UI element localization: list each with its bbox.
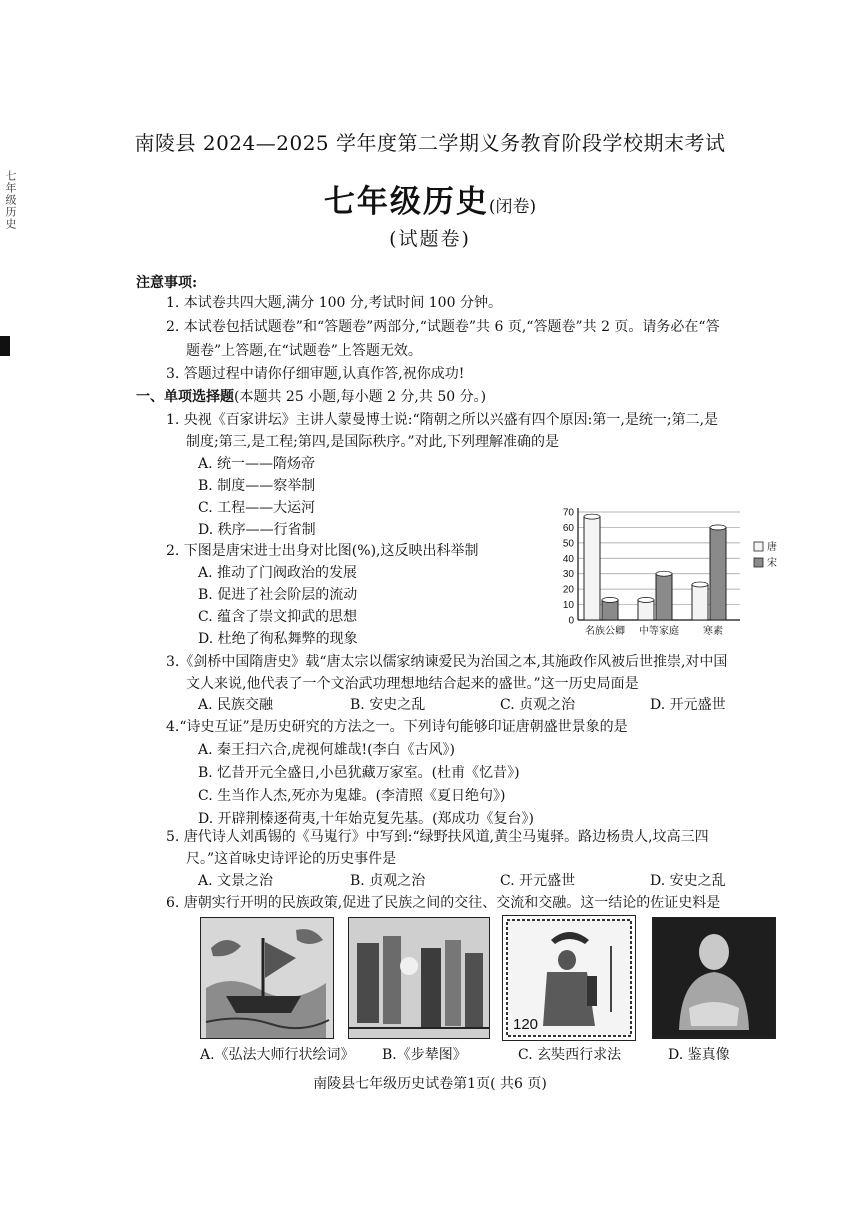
notice-heading: 注意事项: xyxy=(136,275,198,291)
legend-swatch xyxy=(754,558,763,567)
page-footer: 南陵县七年级历史试卷第1页( 共6 页) xyxy=(313,1076,547,1092)
option-c: C. 贞观之治 xyxy=(500,697,576,713)
bar-top xyxy=(584,514,600,519)
x-category-label: 中等家庭 xyxy=(639,626,679,637)
option-c: C. 蕴含了崇文抑武的思想 xyxy=(198,609,358,625)
option-d: D. 安史之乱 xyxy=(650,873,726,889)
bar-song xyxy=(656,574,672,620)
option-b: B. 制度——察举制 xyxy=(198,478,316,494)
bar-top xyxy=(638,597,654,602)
bar-song xyxy=(602,600,618,620)
figure-jianzhen-statue xyxy=(652,917,776,1039)
exam-title: 南陵县 2024—2025 学年度第二学期义务教育阶段学校期末考试 xyxy=(134,131,726,155)
jianzhen-statue-image xyxy=(653,918,775,1038)
caption-c: C. 玄奘西行求法 xyxy=(518,1047,622,1063)
option-c: C. 生当作人杰,死亦为鬼雄。(李清照《夏日绝句》) xyxy=(198,788,506,804)
option-b: B. 贞观之治 xyxy=(350,873,426,889)
y-tick-label: 20 xyxy=(562,584,574,596)
question-stem: 5. 唐代诗人刘禹锡的《马嵬行》中写到:“绿野扶风道,黄尘马嵬驿。路边杨贵人,坟高三四 xyxy=(166,829,709,845)
question-stem: 制度;第三,是工程;第四,是国际秩序。”对此,下列理解准确的是 xyxy=(186,434,559,450)
bar-song xyxy=(710,527,726,620)
subject-title xyxy=(0,176,860,221)
legend-swatch xyxy=(754,542,763,551)
legend-label: 宋 xyxy=(767,558,777,569)
notice-item: 2. 本试卷包括试题卷”和“答题卷”两部分,“试题卷”共 6 页,“答题卷”共 2 页。请务必在“答 xyxy=(166,319,720,335)
option-d: D. 开辟荆榛逐荷夷,十年始克复先基。(郑成功《复台》) xyxy=(198,811,534,827)
option-a: A. 民族交融 xyxy=(198,697,274,713)
figure-bunian-tu xyxy=(348,917,490,1039)
subject-title-paren: (闭卷) xyxy=(488,197,537,217)
y-tick-label: 0 xyxy=(568,615,574,627)
option-a: A. 推动了门阀政治的发展 xyxy=(198,565,358,581)
option-c: C. 工程——大运河 xyxy=(198,500,316,516)
option-a: A. 统一——隋炀帝 xyxy=(198,456,316,472)
bar-top xyxy=(656,571,672,576)
stamp-value: 120 xyxy=(513,1016,539,1033)
question-stem: 文人来说,他代表了一个文治武功理想地结合起来的盛世。”这一历史局面是 xyxy=(186,676,639,692)
bunian-tu-image xyxy=(349,918,489,1038)
option-a: A. 秦王扫六合,虎视何雄哉!(李白《古风》) xyxy=(198,742,456,758)
legend-label: 唐 xyxy=(767,542,777,553)
section-heading xyxy=(136,386,486,406)
bar-tang xyxy=(692,585,708,620)
y-tick-label: 10 xyxy=(562,600,574,612)
question-stem: 3.《剑桥中国隋唐史》载“唐太宗以儒家纳谏爱民为治国之本,其施政作风被后世推崇,对中国 xyxy=(166,654,728,670)
side-label: 七年级历史 xyxy=(4,170,17,230)
question-stem: 4.“诗史互证”是历史研究的方法之一。下列诗句能够印证唐朝盛世景象的是 xyxy=(166,719,628,735)
y-tick-label: 40 xyxy=(562,553,574,565)
y-tick-label: 60 xyxy=(562,522,574,534)
caption-d: D. 鉴真像 xyxy=(668,1047,730,1063)
y-tick-label: 70 xyxy=(562,507,574,519)
paper-type: (试题卷) xyxy=(389,228,471,250)
x-category-label: 寒素 xyxy=(703,626,723,637)
figure-xuanzang-stamp xyxy=(502,915,636,1041)
caption-a: A.《弘法大师行状绘词》 xyxy=(200,1047,355,1063)
bar-chart xyxy=(548,500,798,645)
option-a: A. 文景之治 xyxy=(198,873,274,889)
bar-tang xyxy=(584,517,600,620)
subject-title-text: 七年级历史 xyxy=(323,184,489,220)
option-d: D. 秩序——行省制 xyxy=(198,522,316,538)
question-stem: 6. 唐朝实行开明的民族政策,促进了民族之间的交往、交流和交融。这一结论的佐证史料是 xyxy=(166,895,721,911)
option-b: B. 安史之乱 xyxy=(350,697,426,713)
question-stem: 2. 下图是唐宋进士出身对比图(%),这反映出科举制 xyxy=(166,543,479,559)
y-tick-label: 30 xyxy=(562,569,574,581)
notice-item: 题卷”上答题,在“试题卷”上答题无效。 xyxy=(186,343,422,359)
ship-painting-image xyxy=(201,918,333,1038)
caption-b: B.《步辇图》 xyxy=(382,1047,467,1063)
bar-top xyxy=(602,597,618,602)
y-tick-label: 50 xyxy=(562,538,574,550)
option-b: B. 忆昔开元全盛日,小邑犹藏万家室。(杜甫《忆昔》) xyxy=(198,765,520,781)
bar-tang xyxy=(638,600,654,620)
binding-mark xyxy=(0,336,10,356)
bar-top xyxy=(710,525,726,530)
figure-ship-painting xyxy=(200,917,334,1039)
section-label: 一、单项选择题 xyxy=(136,389,234,405)
question-stem: 1. 央视《百家讲坛》主讲人蒙曼博士说:“隋朝之所以兴盛有四个原因:第一,是统一;第二,是 xyxy=(166,412,719,428)
bar-top xyxy=(692,582,708,587)
option-b: B. 促进了社会阶层的流动 xyxy=(198,587,358,603)
option-d: D. 杜绝了徇私舞弊的现象 xyxy=(198,631,358,647)
notice-item: 3. 答题过程中请你仔细审题,认真作答,祝你成功! xyxy=(166,366,465,382)
section-desc: (本题共 25 小题,每小题 2 分,共 50 分。) xyxy=(234,389,487,405)
question-stem: 尺。”这首咏史诗评论的历史事件是 xyxy=(186,851,397,867)
x-category-label: 名族公卿 xyxy=(585,626,625,637)
option-d: D. 开元盛世 xyxy=(650,697,726,713)
notice-item: 1. 本试卷共四大题,满分 100 分,考试时间 100 分钟。 xyxy=(166,295,502,311)
option-c: C. 开元盛世 xyxy=(500,873,576,889)
